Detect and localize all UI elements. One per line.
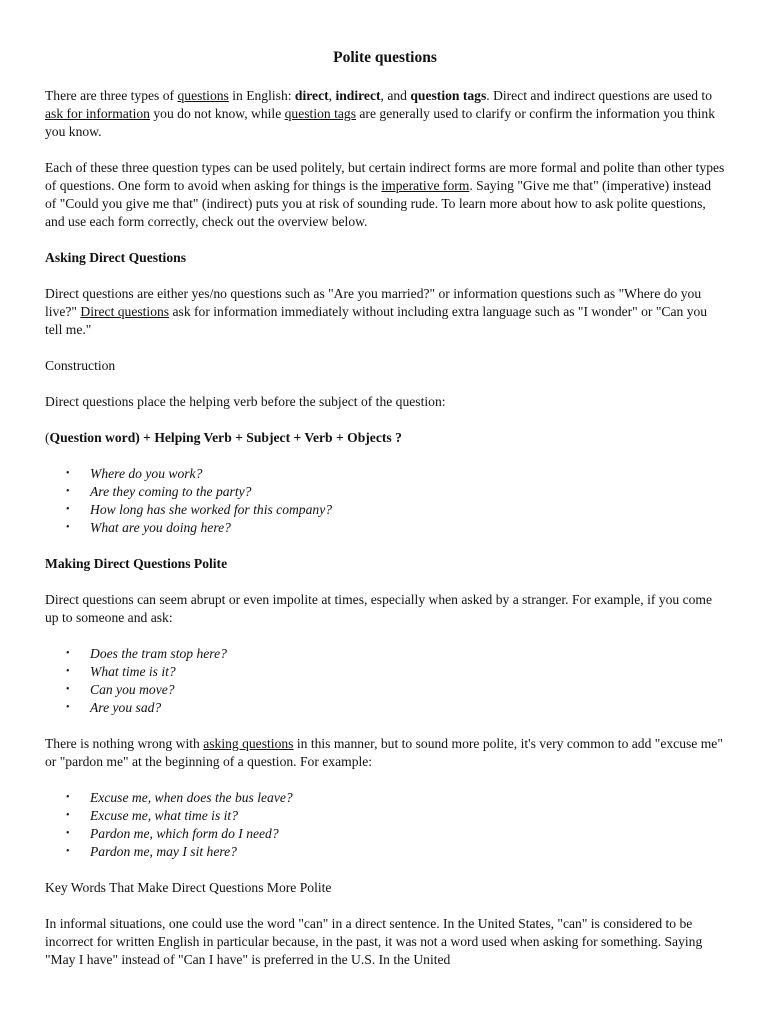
text: , (328, 88, 336, 103)
construction-description: Direct questions place the helping verb before the subject of the question: (45, 394, 446, 409)
key-words-heading: Key Words That Make Direct Questions More Polite (45, 880, 332, 895)
link-question-tags[interactable]: question tags (284, 106, 356, 121)
text: you do not know, while (149, 106, 285, 121)
construction-formula (45, 429, 725, 447)
text: ( (45, 430, 50, 445)
direct-question-examples (45, 465, 725, 537)
list-item (66, 807, 725, 825)
list-item (66, 519, 725, 537)
bold-indirect: indirect (335, 88, 381, 103)
intro-paragraph-2 (45, 159, 725, 231)
bold-direct: direct (294, 88, 329, 103)
text: Direct questions are either yes/no questions such as "Are you married?" or information questions such as "Where do you live?" (45, 286, 702, 319)
list-item (66, 789, 725, 807)
list-item (66, 483, 725, 501)
list-item (66, 843, 725, 861)
intro-paragraph-1 (45, 87, 725, 141)
bullet-icon: • (66, 648, 70, 659)
bullet-icon: • (66, 666, 70, 677)
text: There is nothing wrong with (45, 736, 204, 751)
making-polite-paragraph-2 (45, 735, 725, 771)
bullet-icon: • (66, 684, 70, 695)
link-questions[interactable]: questions (177, 88, 229, 103)
bullet-icon: • (66, 828, 70, 839)
bold-question-tags: question tags (410, 88, 487, 103)
text: . Direct and indirect questions are used to (486, 88, 713, 103)
list-item (66, 663, 725, 681)
list-item (66, 501, 725, 519)
formula-text: Question word) + Helping Verb + Subject + Verb + Objects ? (49, 430, 402, 445)
text: are generally used to clarify or confirm the information you think you know. (45, 106, 715, 139)
bullet-icon: • (66, 792, 70, 803)
construction-label: Construction (45, 358, 116, 373)
text: Are they coming to the party? (90, 484, 252, 499)
polite-question-examples (45, 789, 725, 861)
text: ask for information immediately without including extra language such as "I wonder" or "Can you tell me." (45, 304, 708, 337)
text: . Saying "Give me that" (imperative) instead of "Could you give me that" (indirect) puts you at risk of sounding rude. To learn more about how to ask polite questions, and use each form correctly, check out the overview below. (45, 178, 712, 229)
abrupt-question-examples (45, 645, 725, 717)
list-item (66, 699, 725, 717)
list-item (66, 645, 725, 663)
text: Excuse me, what time is it? (90, 808, 238, 823)
text: , and (380, 88, 411, 103)
text: Each of these three question types can be used politely, but certain indirect forms are more formal and polite than other types of questions. One form to avoid when asking for things is the (45, 160, 725, 193)
bullet-icon: • (66, 486, 70, 497)
text: Where do you work? (90, 466, 203, 481)
bullet-icon: • (66, 702, 70, 713)
section-heading-making-polite: Making Direct Questions Polite (45, 556, 228, 571)
bullet-icon: • (66, 504, 70, 515)
list-item (66, 681, 725, 699)
text: in this manner, but to sound more polite, it's very common to add "excuse me" or "pardon me" at the beginning of a question. For example: (45, 736, 723, 769)
link-imperative-form[interactable]: imperative form (381, 178, 470, 193)
list-item (66, 825, 725, 843)
text: How long has she worked for this company? (90, 502, 333, 517)
list-item (66, 465, 725, 483)
link-asking-questions[interactable]: asking questions (203, 736, 294, 751)
bullet-icon: • (66, 810, 70, 821)
text: Pardon me, may I sit here? (90, 844, 237, 859)
bullet-icon: • (66, 846, 70, 857)
text: Excuse me, when does the bus leave? (90, 790, 293, 805)
text: Are you sad? (90, 700, 162, 715)
asking-direct-paragraph (45, 285, 725, 339)
section-heading-asking-direct: Asking Direct Questions (45, 250, 186, 265)
text: in English: (228, 88, 295, 103)
page-title: Polite questions (333, 49, 437, 66)
text: Can you move? (90, 682, 175, 697)
key-words-paragraph: In informal situations, one could use the word "can" in a direct sentence. In the United States, "can" is considered to be incorrect for written English in particular because, in the past, it was not a word used when asking for something. Saying "May I have" instead of "Can I have" is preferred in the U.S. In the United (45, 916, 703, 967)
text: Does the tram stop here? (90, 646, 227, 661)
text: Pardon me, which form do I need? (90, 826, 279, 841)
bullet-icon: • (66, 522, 70, 533)
text: What time is it? (90, 664, 176, 679)
link-direct-questions[interactable]: Direct questions (80, 304, 170, 319)
making-polite-paragraph-1: Direct questions can seem abrupt or even impolite at times, especially when asked by a stranger. For example, if you come up to someone and ask: (45, 592, 713, 625)
document-page (45, 48, 725, 987)
text: What are you doing here? (90, 520, 231, 535)
text: There are three types of (45, 88, 178, 103)
bullet-icon: • (66, 468, 70, 479)
link-ask-for-information[interactable]: ask for information (45, 106, 150, 121)
